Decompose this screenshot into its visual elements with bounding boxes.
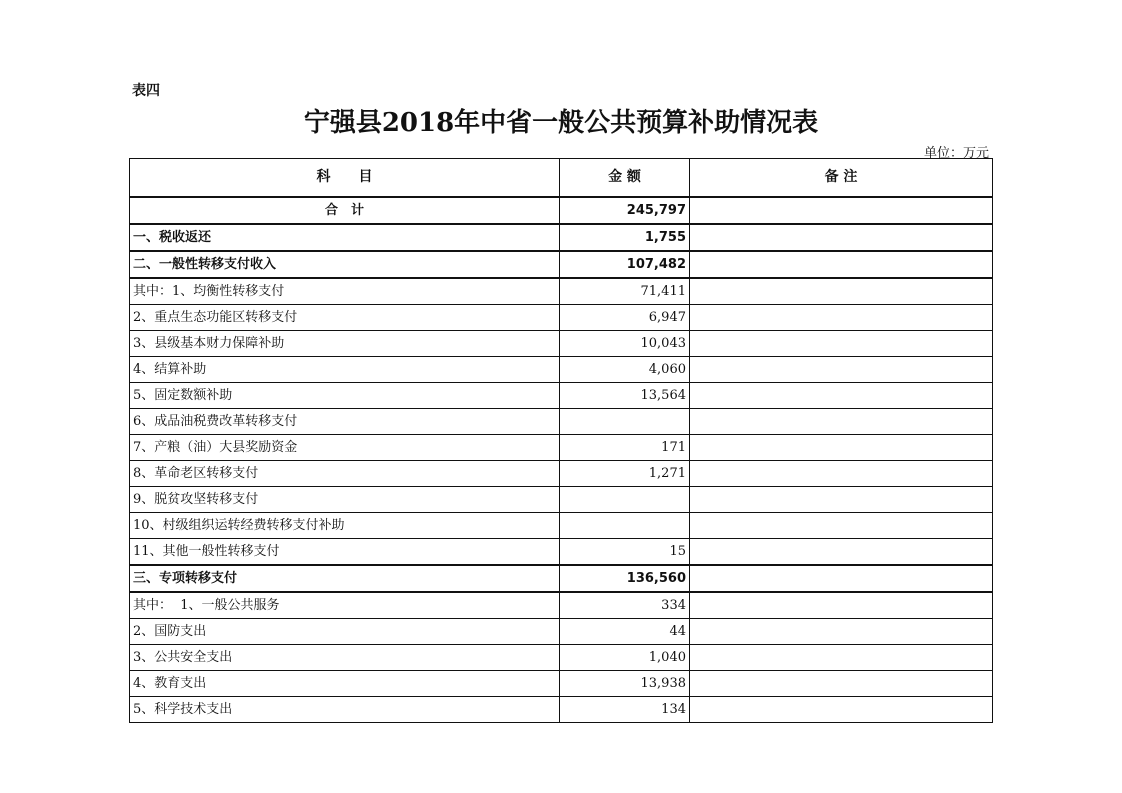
row-label: 2、国防支出	[130, 619, 560, 645]
row-label: 5、科学技术支出	[130, 697, 560, 723]
table-row	[130, 383, 993, 409]
row-remark	[690, 224, 993, 251]
row-label: 7、产粮（油）大县奖励资金	[130, 435, 560, 461]
header-subject: 科 目	[130, 159, 560, 198]
total-amount: 245,797	[560, 197, 690, 224]
row-remark	[690, 383, 993, 409]
document-title: 宁强县2018年中省一般公共预算补助情况表	[303, 108, 819, 138]
row-remark	[690, 487, 993, 513]
table-row	[130, 592, 993, 619]
table-header-row	[130, 159, 993, 198]
table-row	[130, 697, 993, 723]
header-remark: 备 注	[690, 159, 993, 198]
row-label: 一、税收返还	[130, 224, 560, 251]
row-remark	[690, 671, 993, 697]
table-row	[130, 619, 993, 645]
row-label: 2、重点生态功能区转移支付	[130, 305, 560, 331]
table-row	[130, 645, 993, 671]
row-remark	[690, 409, 993, 435]
row-label: 9、脱贫攻坚转移支付	[130, 487, 560, 513]
total-row	[130, 197, 993, 224]
row-remark	[690, 251, 993, 278]
row-amount: 71,411	[560, 278, 690, 305]
row-amount: 15	[560, 539, 690, 566]
row-remark	[690, 278, 993, 305]
table-row	[130, 357, 993, 383]
row-amount: 44	[560, 619, 690, 645]
row-label: 二、一般性转移支付收入	[130, 251, 560, 278]
total-label: 合 计	[130, 197, 560, 224]
table-row	[130, 331, 993, 357]
row-label: 3、县级基本财力保障补助	[130, 331, 560, 357]
table-row	[130, 305, 993, 331]
table-row	[130, 224, 993, 251]
row-label: 其中： 1、一般公共服务	[130, 592, 560, 619]
row-remark	[690, 619, 993, 645]
row-amount	[560, 409, 690, 435]
table-row	[130, 278, 993, 305]
table-row	[130, 565, 993, 592]
row-amount: 136,560	[560, 565, 690, 592]
row-label: 8、革命老区转移支付	[130, 461, 560, 487]
row-label: 其中：1、均衡性转移支付	[130, 278, 560, 305]
row-label: 5、固定数额补助	[130, 383, 560, 409]
row-amount: 1,040	[560, 645, 690, 671]
header-amount: 金 额	[560, 159, 690, 198]
row-remark	[690, 513, 993, 539]
row-amount: 10,043	[560, 331, 690, 357]
row-label: 三、专项转移支付	[130, 565, 560, 592]
row-remark	[690, 565, 993, 592]
table-row	[130, 539, 993, 566]
row-remark	[690, 539, 993, 566]
row-remark	[690, 331, 993, 357]
row-remark	[690, 357, 993, 383]
row-remark	[690, 435, 993, 461]
row-amount: 1,271	[560, 461, 690, 487]
row-remark	[690, 461, 993, 487]
row-label: 6、成品油税费改革转移支付	[130, 409, 560, 435]
row-amount	[560, 513, 690, 539]
row-amount: 13,564	[560, 383, 690, 409]
table-row	[130, 487, 993, 513]
row-amount: 1,755	[560, 224, 690, 251]
table-row	[130, 513, 993, 539]
row-label: 4、结算补助	[130, 357, 560, 383]
table-row	[130, 251, 993, 278]
subsidy-table	[129, 158, 993, 723]
row-remark	[690, 592, 993, 619]
table-number-label: 表四	[132, 83, 160, 99]
row-amount: 334	[560, 592, 690, 619]
table-row	[130, 461, 993, 487]
total-remark	[690, 197, 993, 224]
row-remark	[690, 645, 993, 671]
row-amount	[560, 487, 690, 513]
row-amount: 134	[560, 697, 690, 723]
row-label: 10、村级组织运转经费转移支付补助	[130, 513, 560, 539]
row-remark	[690, 697, 993, 723]
table-row	[130, 409, 993, 435]
row-label: 3、公共安全支出	[130, 645, 560, 671]
table-row	[130, 671, 993, 697]
row-amount: 13,938	[560, 671, 690, 697]
row-label: 11、其他一般性转移支付	[130, 539, 560, 566]
row-remark	[690, 305, 993, 331]
row-label: 4、教育支出	[130, 671, 560, 697]
row-amount: 6,947	[560, 305, 690, 331]
row-amount: 171	[560, 435, 690, 461]
row-amount: 4,060	[560, 357, 690, 383]
row-amount: 107,482	[560, 251, 690, 278]
table-row	[130, 435, 993, 461]
unit-label: 单位：万元	[923, 146, 989, 161]
